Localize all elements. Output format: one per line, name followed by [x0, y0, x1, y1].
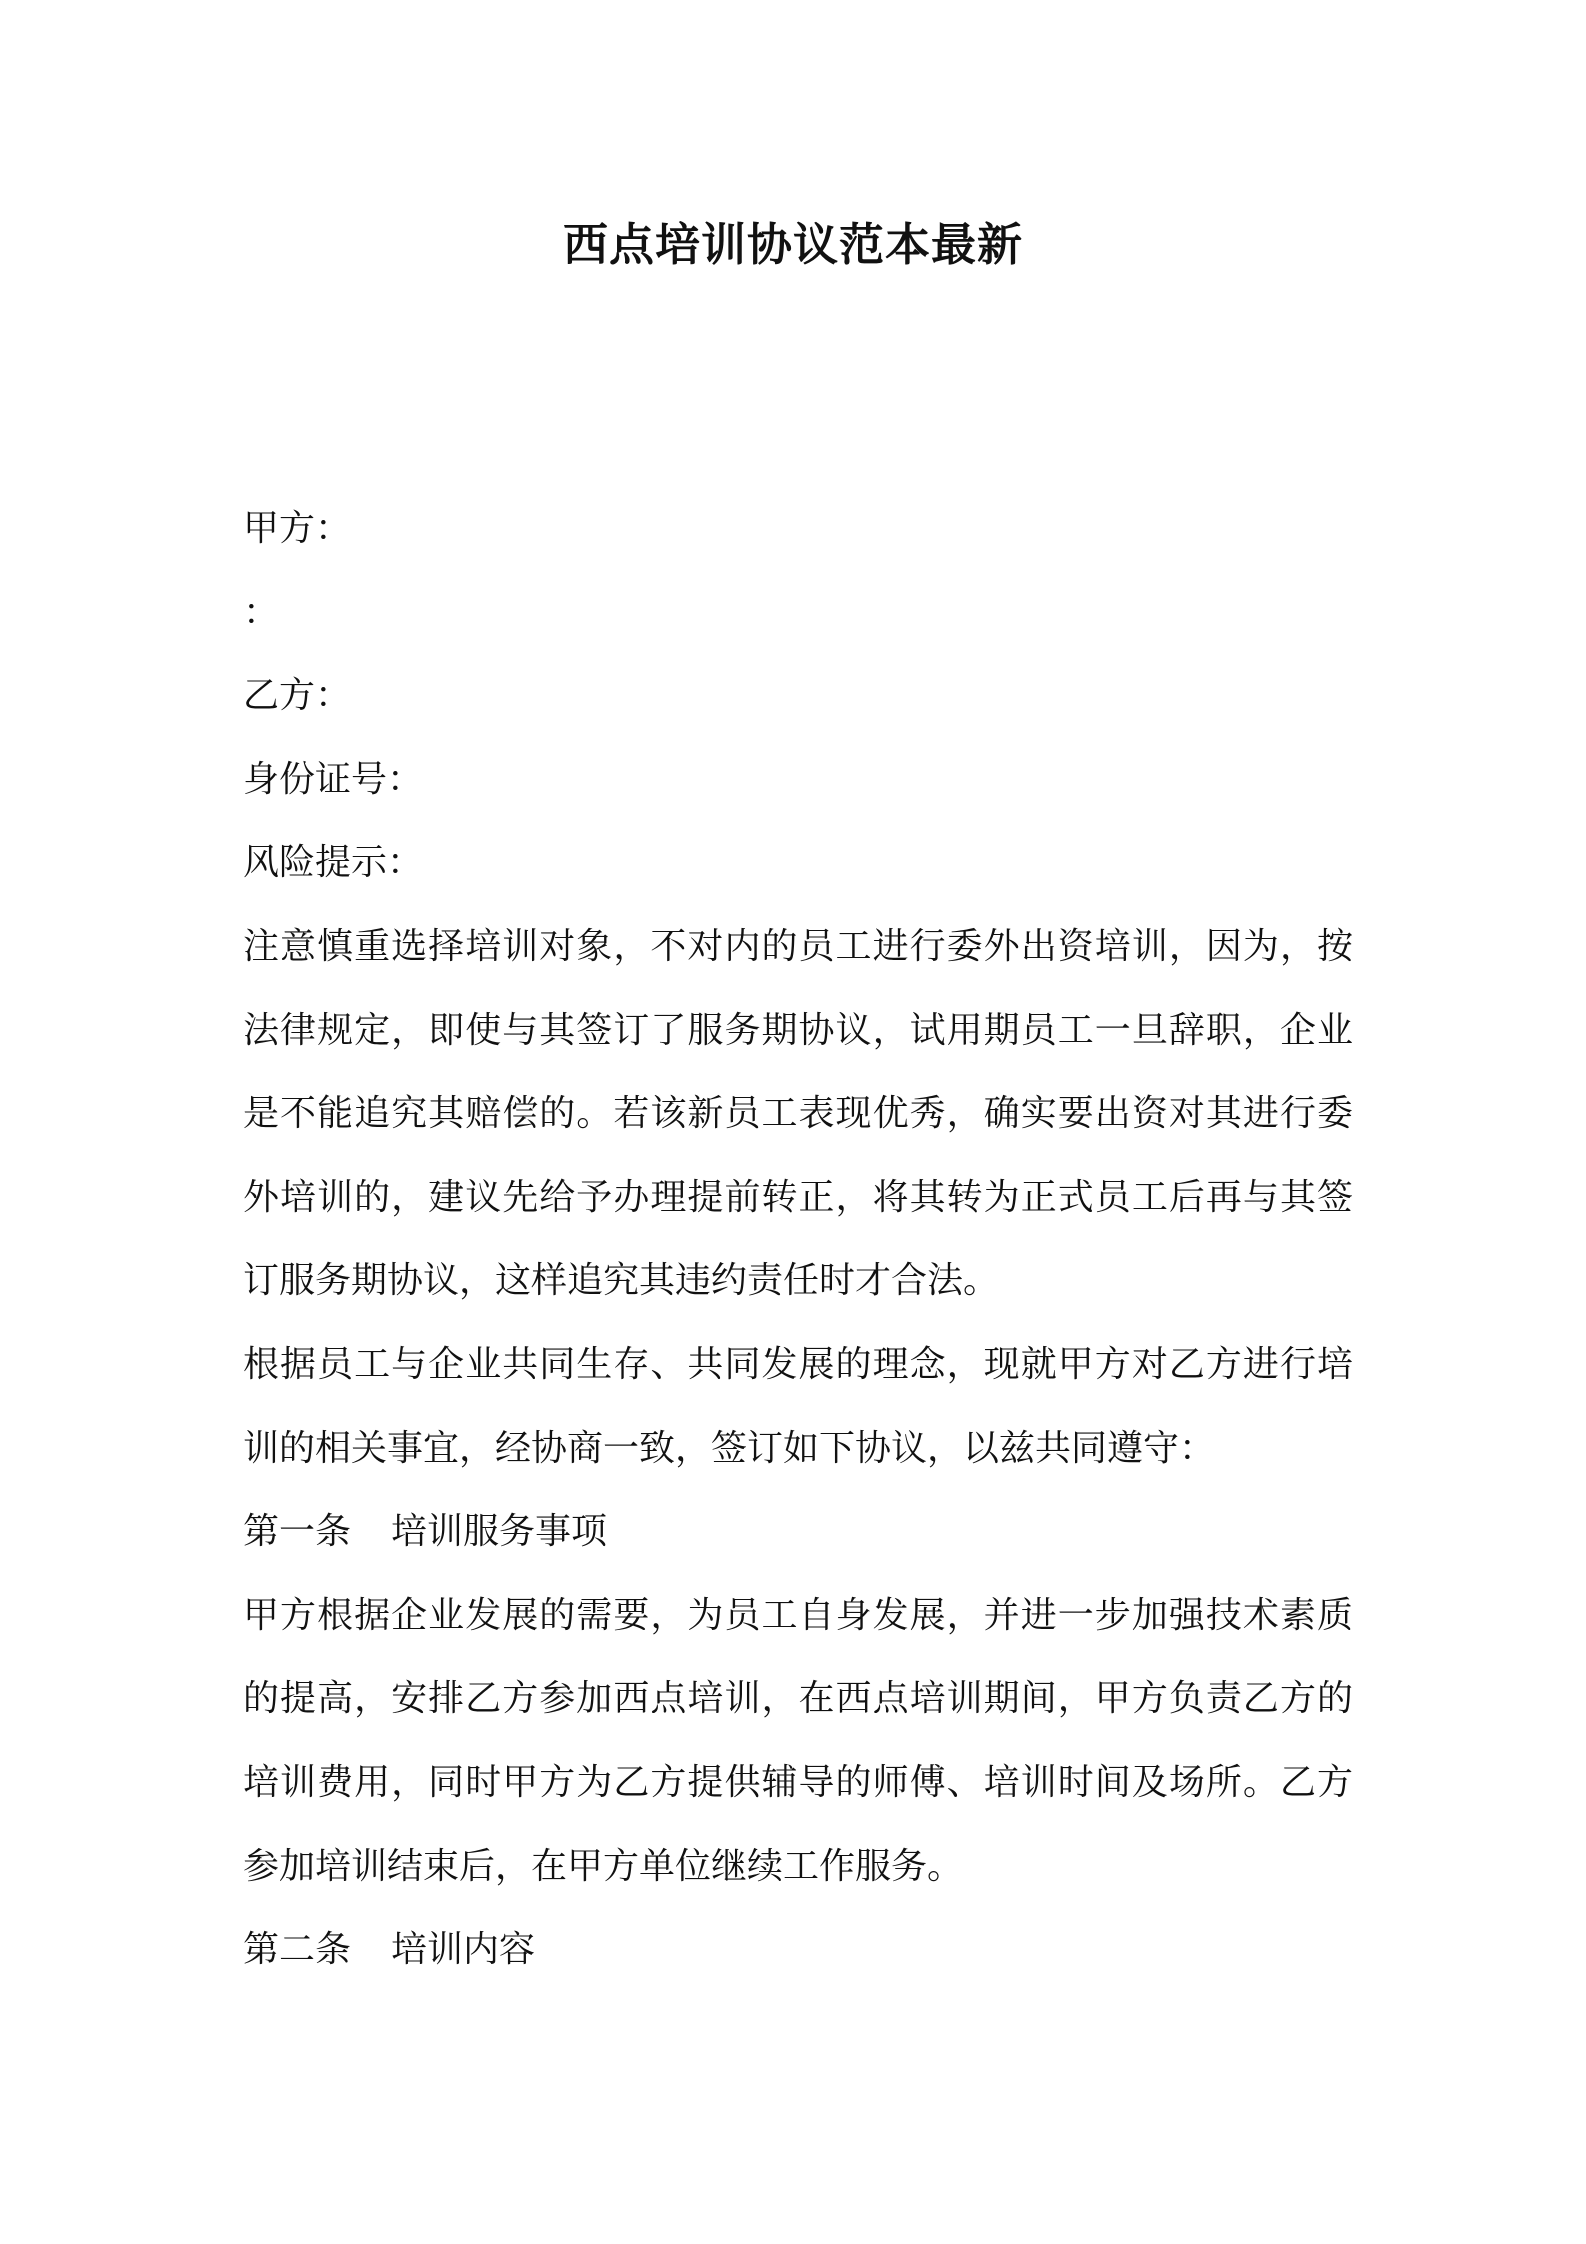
article-1-heading [243, 1490, 1353, 1574]
risk-text-line: 注意慎重选择培训对象，不对内的员工进行委外出资培训，因为，按 [243, 925, 1353, 967]
article-1-title: 培训服务事项 [391, 1511, 608, 1553]
risk-text-line: 法律规定，即使与其签订了服务期协议，试用期员工一旦辞职，企业 [243, 1009, 1353, 1051]
risk-text-line: 是不能追究其赔偿的。若该新员工表现优秀，确实要出资对其进行委 [243, 1093, 1353, 1135]
article-2-title: 培训内容 [391, 1929, 536, 1971]
article-1-text-line: 参加培训结束后，在甲方单位继续工作服务。 [243, 1845, 964, 1887]
party-a-field: 甲方： [243, 508, 352, 549]
article-2-number: 第二条 [243, 1929, 352, 1971]
intro-text-line: 根据员工与企业共同生存、共同发展的理念，现就甲方对乙方进行培 [243, 1343, 1353, 1385]
article-1-text-line: 甲方根据企业发展的需要，为员工自身发展，并进一步加强技术素质 [243, 1594, 1353, 1636]
blank-colon-field: ： [243, 591, 280, 633]
id-number-field: 身份证号： [243, 758, 424, 800]
article-1-text-line: 培训费用，同时甲方为乙方提供辅导的师傅、培训时间及场所。乙方 [243, 1761, 1353, 1803]
risk-text-line: 外培训的，建议先给予办理提前转正，将其转为正式员工后再与其签 [243, 1176, 1353, 1218]
risk-text-line: 订服务期协议，这样追究其违约责任时才合法。 [243, 1260, 1000, 1302]
article-1-text-line: 的提高，安排乙方参加西点培训，在西点培训期间，甲方负责乙方的 [243, 1678, 1353, 1720]
intro-text-line: 训的相关事宜，经协商一致，签订如下协议，以兹共同遵守： [243, 1427, 1216, 1469]
document-title: 西点培训协议范本最新 [562, 218, 1023, 271]
document-body [243, 487, 1353, 1992]
party-b-field: 乙方： [243, 675, 352, 717]
article-1-number: 第一条 [243, 1511, 352, 1553]
article-2-heading [243, 1908, 1353, 1992]
risk-notice-label: 风险提示： [243, 842, 424, 884]
